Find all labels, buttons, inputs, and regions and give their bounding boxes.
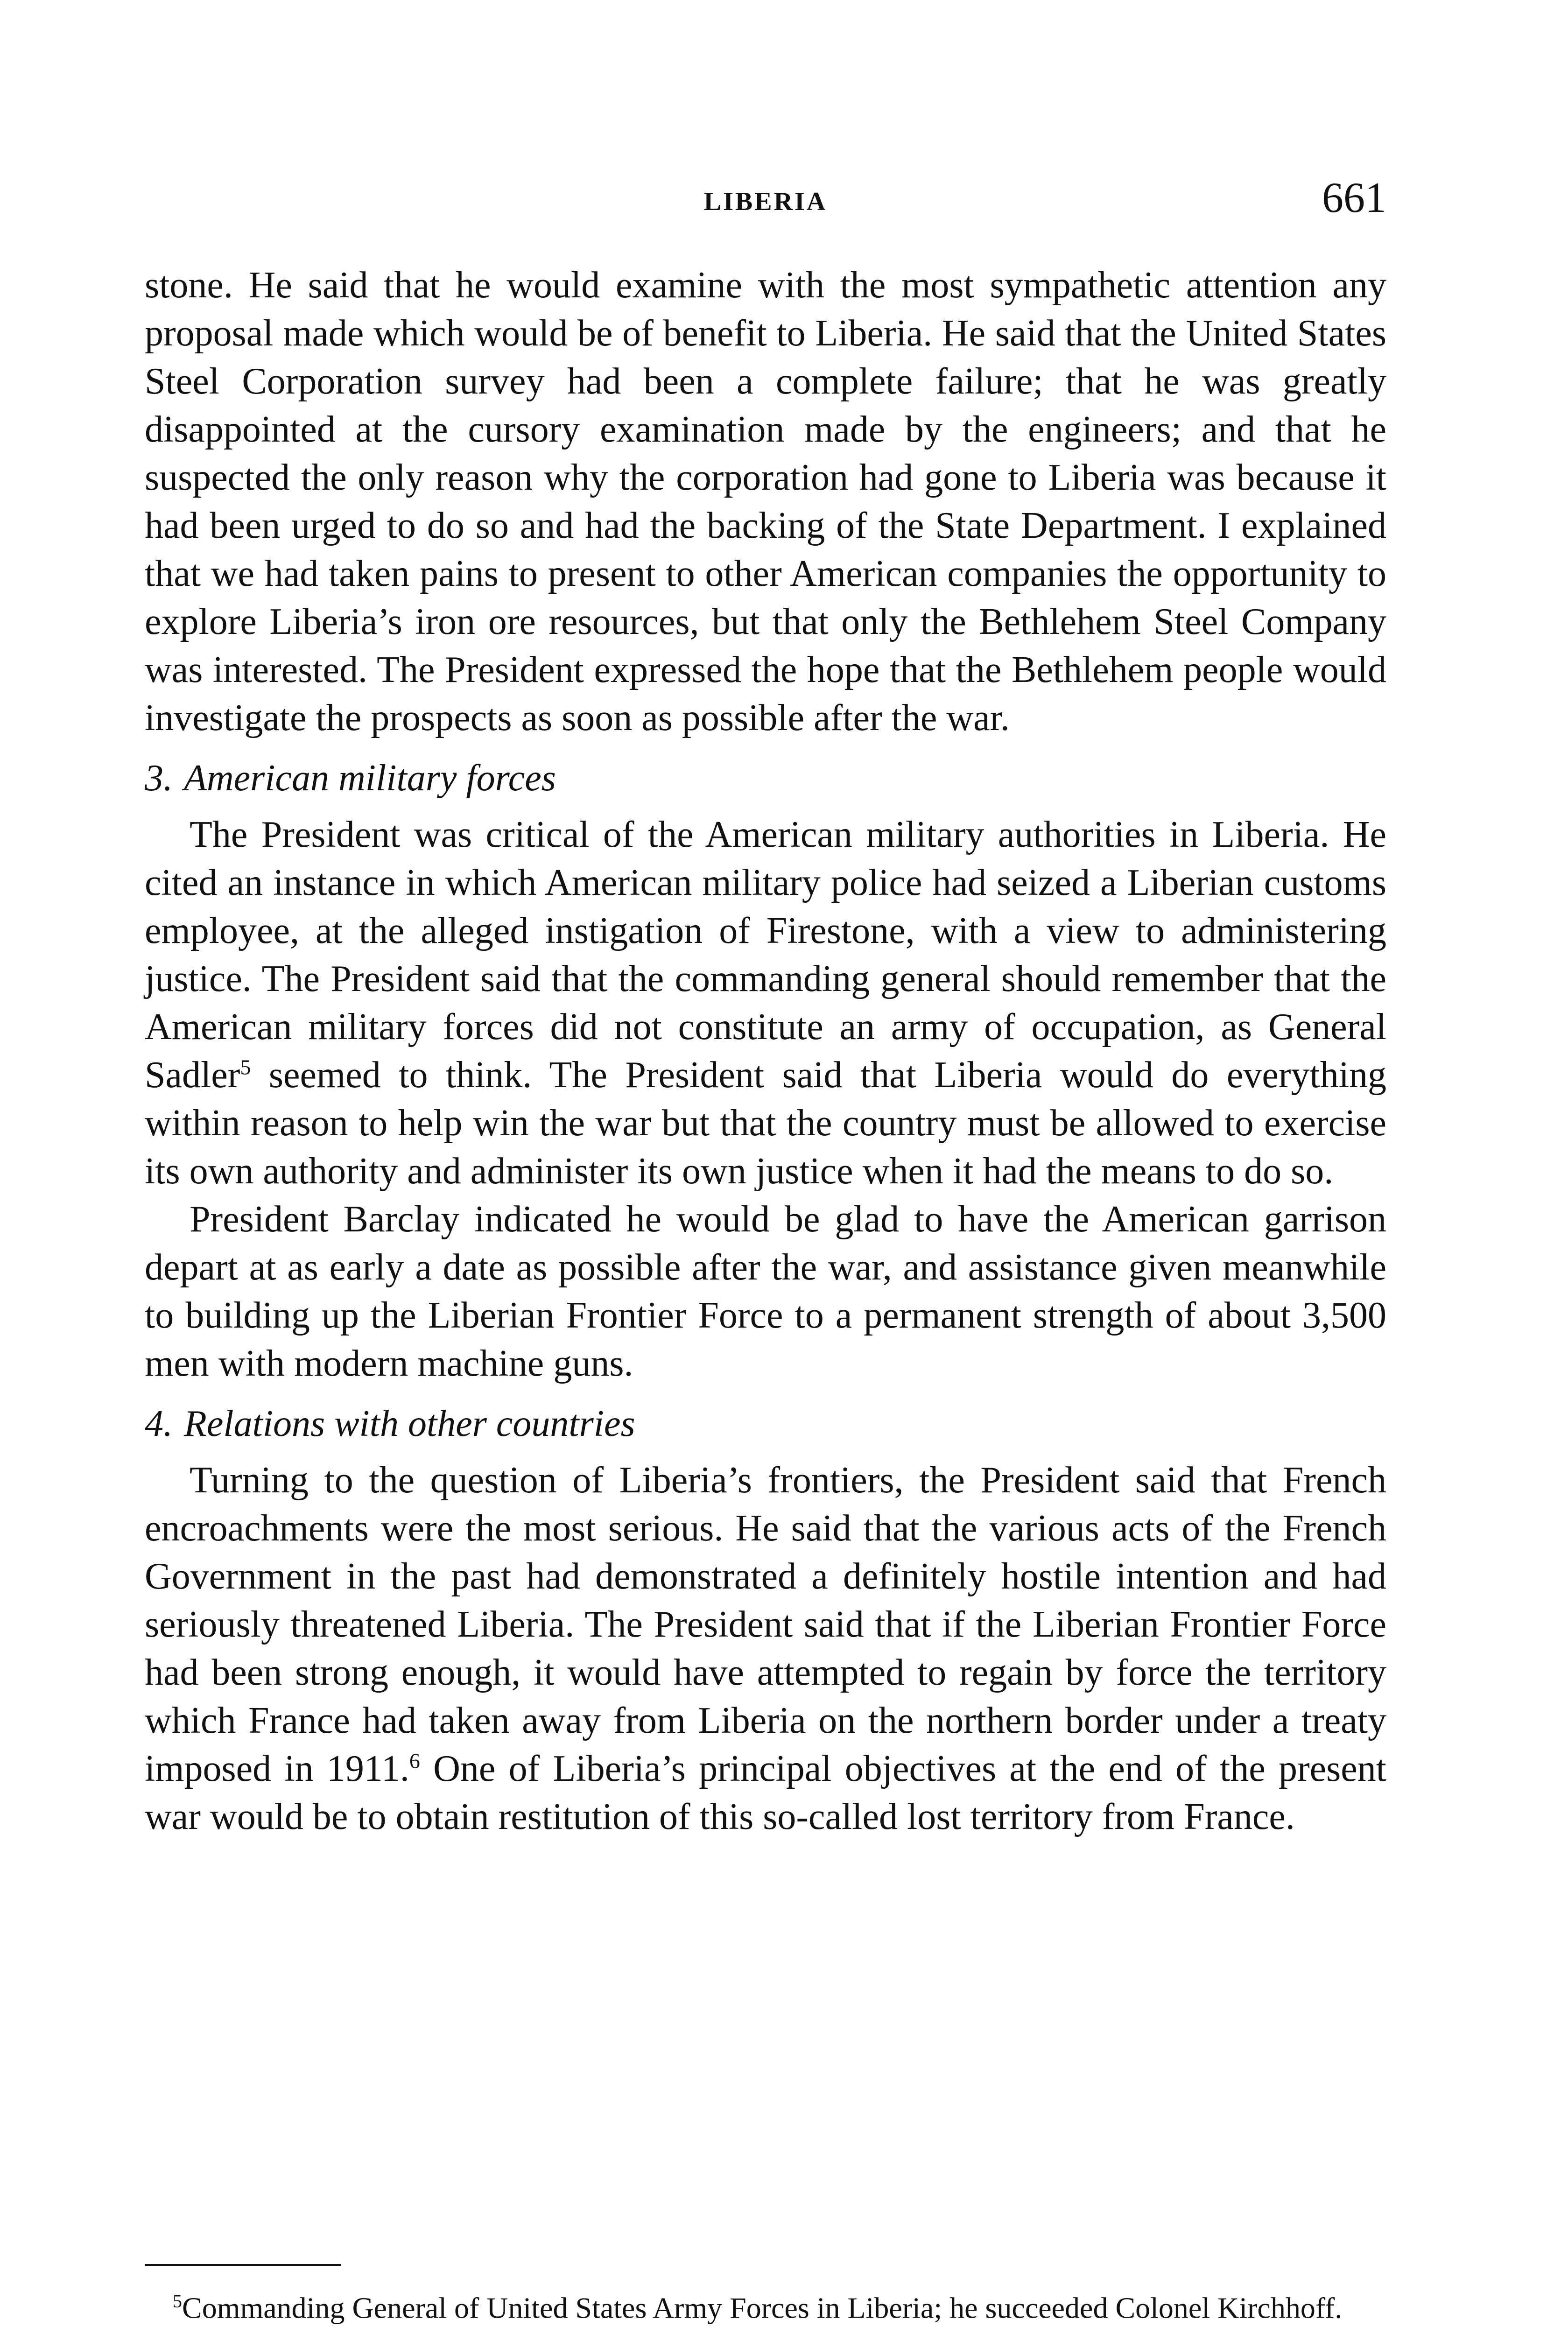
paragraph-garrison: President Barclay indicated he would be glad to have the American garrison depart at as early a date as possible after the war, and assistance given meanwhile to building up the Liberian Frontier Force to a permanent strength of about 3,500 men with modern machine guns. xyxy=(145,1199,1386,1384)
section-heading-military-forces xyxy=(145,754,1386,802)
footnote-5 xyxy=(145,2283,1386,2327)
paragraph-text: seemed to think. The President said that Liberia would do everything within reason to help win the war but that the country must be allowed to exercise its own authority and administer its own justice when it had the means to do so. xyxy=(145,1055,1386,1192)
footnote-text: Commanding General of United States Army Forces in Liberia; he succeeded Colonel Kirchhoff. xyxy=(182,2291,1343,2325)
section-number: 3. xyxy=(145,758,173,799)
section-title: American military forces xyxy=(184,758,556,799)
paragraph-text: The President was critical of the American military authorities in Liberia. He cited an instance in which American military police had seized a Liberian customs employee, at the alleged instigation of Firestone, with a view to administering justice. The President said that the commanding general should remember that the American military forces did not constitute an army of occupation, as General Sadler xyxy=(145,814,1386,1096)
section-title: Relations with other countries xyxy=(184,1403,635,1444)
running-head: LIBERIA xyxy=(703,187,828,216)
paragraph-frontiers xyxy=(145,1456,1386,1841)
page-header xyxy=(145,173,1386,229)
paragraph-continuation: stone. He said that he would examine with the most sympathetic attention any proposal made which would be of benefit to Liberia. He said that the United States Steel Corporation survey had been a complete failure; that he was greatly disappointed at the cursory examination made by the engineers; and that he suspected the only reason why the corporation had gone to Liberia was because it had been urged to do so and had the backing of the State Department. I explained that we had taken pains to present to other American companies the opportunity to explore Liberia’s iron ore resources, but that only the Bethlehem Steel Company was interested. The President expressed the hope that the Bethlehem people would investigate the prospects as soon as possible after the war. xyxy=(145,265,1386,738)
footnote-ref-5: 5 xyxy=(240,1055,251,1079)
paragraph-military-critique xyxy=(145,811,1386,1195)
section-heading-relations xyxy=(145,1400,1386,1448)
page-number: 661 xyxy=(1322,174,1386,221)
body-text xyxy=(145,261,1386,1841)
footnotes xyxy=(145,2283,1386,2334)
footnote-6 xyxy=(145,2327,1386,2334)
paragraph-text: One of Liberia’s principal objectives at the end of the present war would be to obtain restitution of this so-called lost territory from France. xyxy=(145,1748,1387,1837)
footnote-divider xyxy=(145,2264,341,2266)
footnote-marker: 5 xyxy=(173,2291,182,2312)
paragraph-text: Turning to the question of Liberia’s frontiers, the President said that French encroachments were the most serious. He said that the various acts of the French Government in the past had demonstrated a definitely hostile intention and had seriously threatened Liberia. The President said that if the Liberian Frontier Force had been strong enough, it would have attempted to regain by force the territory which France had taken away from Liberia on the northern border under a treaty imposed in 1911. xyxy=(145,1460,1386,1789)
section-number: 4. xyxy=(145,1403,173,1444)
footnote-ref-6: 6 xyxy=(409,1749,420,1773)
